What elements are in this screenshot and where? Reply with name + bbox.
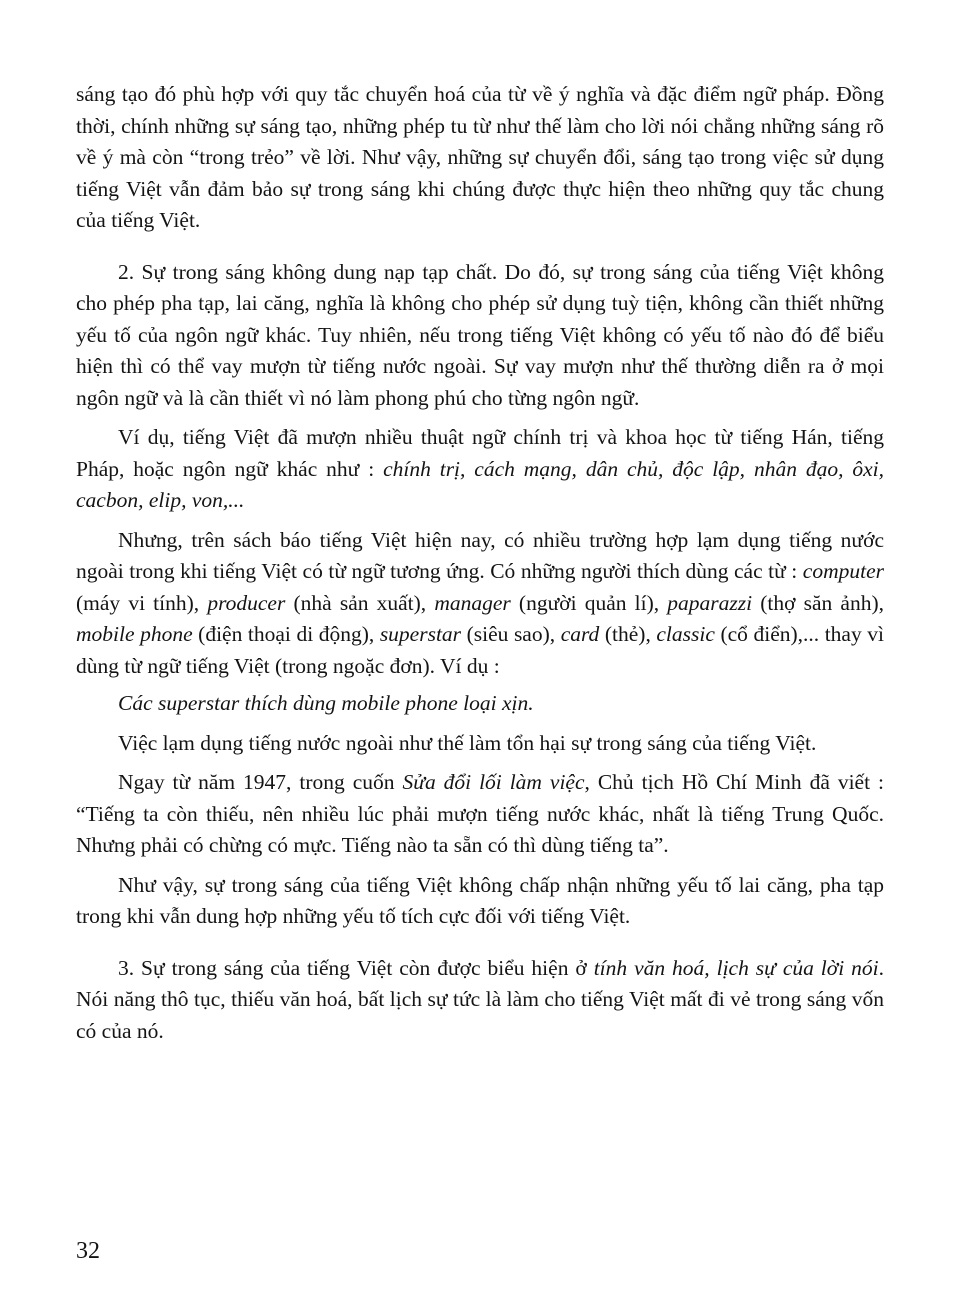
paragraph-conclusion: Như vậy, sự trong sáng của tiếng Việt không chấp nhận những yếu tố lai căng, pha tạp trong khi vẫn dung hợp những yếu tố tích cực đối với tiếng Việt. xyxy=(76,872,884,928)
foreign-word: producer xyxy=(207,590,286,615)
foreign-word: superstar xyxy=(379,622,462,646)
paragraph-point-2: 2. Sự trong sáng không dung nạp tạp chất. Do đó, sự trong sáng của tiếng Việt không cho phép pha tạp, lai căng, nghĩa là không cho phép sử dụng tuỳ tiện, không cần thiết những yếu tố của ngôn ngữ khác. Tuy nhiên, nếu trong tiếng Việt không có yếu tố nào đó để biểu hiện thì có thể vay mượn từ tiếng nước ngoài. Sự vay mượn như thế thường diễn ra ở mọi ngôn ngữ và là cần thiết vì nó làm phong phú cho từng ngôn ngữ. xyxy=(76,259,884,410)
paragraph-abuse xyxy=(76,525,884,683)
emphasis: tính văn hoá, lịch sự của lời nói xyxy=(593,955,879,980)
foreign-word: paparazzi xyxy=(667,590,753,615)
foreign-word: classic xyxy=(656,622,715,646)
gloss: (nhà sản xuất), xyxy=(285,590,435,615)
foreign-word: mobile phone xyxy=(76,622,193,646)
foreign-word: computer xyxy=(802,559,884,583)
foreign-word: card xyxy=(560,622,600,646)
gloss: (cổ điển),... thay vì dùng từ ngữ tiếng Việt (trong ngoặc đơn). Ví dụ : xyxy=(76,622,884,678)
paragraph-ho-chi-minh-quote xyxy=(76,767,884,862)
borrowed-terms: chính trị, cách mạng, dân chủ, độc lập, nhân đạo, ôxi, cacbon, elip, von,... xyxy=(76,456,884,512)
paragraph-borrowing-example xyxy=(76,422,884,517)
gloss: (siêu sao), xyxy=(461,622,561,646)
foreign-word: manager xyxy=(434,590,511,615)
gloss: (điện thoại di động), xyxy=(192,622,380,646)
text-run: 3. Sự trong sáng của tiếng Việt còn được biểu hiện ở xyxy=(118,955,594,980)
borrowing-intro: Ví dụ, tiếng Việt đã mượn nhiều thuật ngữ chính trị và khoa học từ tiếng Hán, tiếng Pháp, hoặc ngôn ngữ khác như : xyxy=(76,425,884,481)
gloss: (máy vi tính), xyxy=(76,590,208,615)
text-run: . Nói năng thô tục, thiếu văn hoá, bất lịch sự tức là làm cho tiếng Việt mất đi vẻ trong sáng vốn có của nó. xyxy=(76,955,884,1043)
gloss: (người quản lí), xyxy=(510,590,668,615)
page-number: 32 xyxy=(76,1238,100,1264)
gloss: (thợ săn ảnh), xyxy=(752,590,885,615)
book-title: Sửa đổi lối làm việc xyxy=(402,770,585,794)
body-text xyxy=(76,79,884,1047)
paragraph-point-3 xyxy=(76,953,884,1048)
quote-text: , Chủ tịch Hồ Chí Minh đã viết : “Tiếng ta còn thiếu, nên nhiều lúc phải mượn tiếng nước khác, nhất là tiếng Trung Quốc. Nhưng phải có chừng có mực. Tiếng nào ta sẵn có thì dùng tiếng ta”. xyxy=(76,770,884,857)
paragraph-harm: Việc lạm dụng tiếng nước ngoài như thế làm tổn hại sự trong sáng của tiếng Việt. xyxy=(118,730,817,755)
example-sentence: Các superstar thích dùng mobile phone loại xịn. xyxy=(118,691,534,715)
paragraph-continuation: sáng tạo đó phù hợp với quy tắc chuyển hoá của từ về ý nghĩa và đặc điểm ngữ pháp. Đồng thời, chính những sự sáng tạo, những phép tu từ như thế làm cho lời nói chẳng những sáng rõ về ý mà còn “trong trẻo” về lời. Như vậy, những sự chuyển đổi, sáng tạo trong việc sử dụng tiếng Việt vẫn đảm bảo sự trong sáng khi chúng được thực hiện theo những quy tắc chung của tiếng Việt. xyxy=(76,82,884,232)
gloss: (thẻ), xyxy=(599,622,657,646)
text-run: Ngay từ năm 1947, trong cuốn xyxy=(118,770,403,794)
text-run: Nhưng, trên sách báo tiếng Việt hiện nay, có nhiều trường hợp lạm dụng tiếng nước ngoài trong khi tiếng Việt có từ ngữ tương ứng. Có những người thích dùng các từ : xyxy=(76,527,884,583)
